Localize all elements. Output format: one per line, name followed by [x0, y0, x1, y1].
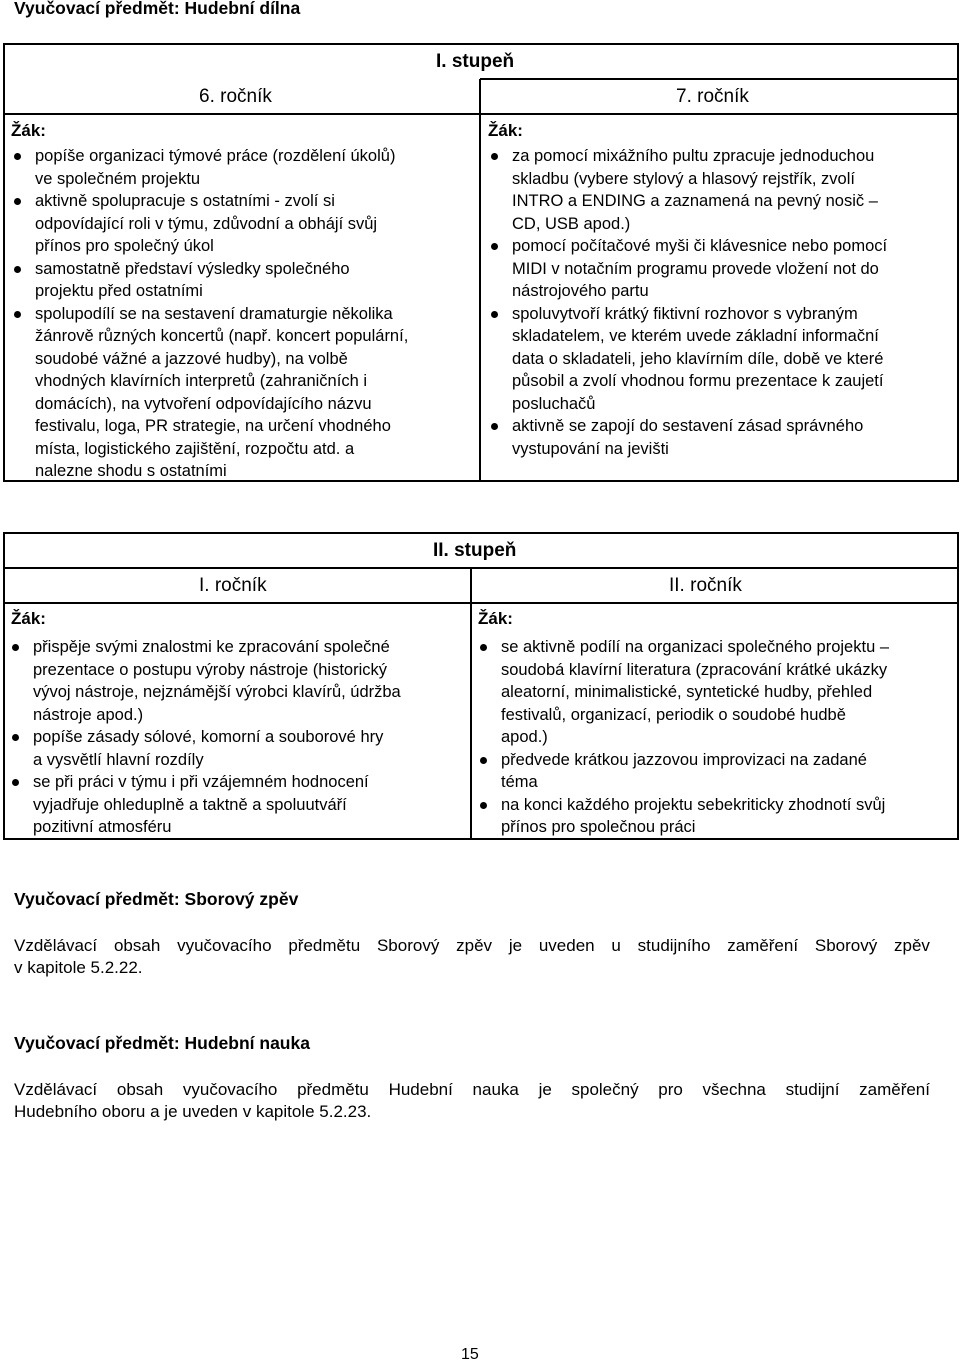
word: zpěv — [894, 936, 930, 955]
item-line: festivalu, loga, PR strategie, na určení vhodného — [35, 417, 391, 435]
item-line: vyjadřuje ohleduplně a taktně a spoluutváří — [33, 795, 347, 814]
list-item — [477, 794, 955, 839]
list-item — [477, 749, 955, 794]
item-line: předvede krátkou jazzovou improvizaci na zadané — [501, 750, 867, 769]
item-line: data o skladateli, jeho klavírním díle, době ve které — [512, 349, 884, 368]
word: obsah — [116, 1080, 164, 1099]
list-item — [488, 415, 953, 460]
student-label: Žák: — [11, 121, 46, 140]
list-item — [11, 303, 471, 483]
word: je — [508, 936, 523, 955]
table-divider — [3, 567, 959, 569]
item-line: soudobá klavírní literatura (zpracování krátké ukázky — [501, 660, 888, 679]
word: zaměření — [859, 1080, 930, 1099]
item-line: se aktivně podílí na organizaci společného projektu – — [501, 638, 889, 656]
grade-header: 6. ročník — [199, 86, 272, 107]
justified-line — [14, 1079, 930, 1101]
subject-heading-sborovy-zpev: Vyučovací předmět: Sborový zpěv — [14, 889, 299, 909]
word: zaměření — [727, 936, 799, 955]
word: předmětu — [297, 1080, 369, 1099]
justified-line — [14, 935, 930, 957]
item-line: se při práci v týmu i při vzájemném hodnocení — [33, 773, 369, 791]
item-line: projektu před ostatními — [35, 282, 203, 300]
subject-heading-hudebni-dilna: Vyučovací předmět: Hudební dílna — [14, 0, 301, 18]
item-line: CD, USB apod.) — [512, 214, 631, 233]
word: u — [611, 936, 621, 955]
item-line: MIDI v notačním programu provede vložení not do — [512, 259, 879, 278]
item-line: nástroje apod.) — [33, 705, 144, 724]
word: Vzdělávací — [14, 1080, 98, 1099]
grade-header: I. ročník — [199, 575, 267, 596]
list-item — [488, 145, 953, 235]
word: Sborový — [376, 936, 440, 955]
item-line: soudobé vážné a jazzové hudby), na volbě — [35, 349, 348, 368]
list-item — [488, 303, 953, 416]
word: všechna — [702, 1080, 766, 1099]
word: studijního — [637, 936, 711, 955]
item-line: vývoj nástroje, nejznámější výrobci klavírů, údržba — [33, 683, 401, 701]
list-item — [11, 190, 471, 258]
item-line: posluchačů — [512, 394, 596, 413]
item-line: festivalů, organizací, periodik o soudobé hudbě — [501, 705, 846, 724]
outcome-list — [9, 636, 464, 839]
item-line: ve společném projektu — [35, 169, 201, 188]
grade-header: II. ročník — [669, 575, 742, 596]
item-line: domácích), na vytvoření odpovídajícího názvu — [35, 394, 372, 413]
subject-heading-hudebni-nauka: Vyučovací předmět: Hudební nauka — [14, 1033, 310, 1053]
item-line: skladbu (vybere stylový a hlasový rejstřík, zvolí — [512, 169, 855, 188]
word: zpěv — [456, 936, 493, 955]
item-line: apod.) — [501, 728, 548, 746]
student-label: Žák: — [11, 609, 46, 628]
word: vyučovacího — [177, 936, 272, 955]
word: Vzdělávací — [14, 936, 98, 955]
item-line: aktivně spolupracuje s ostatními - zvolí si — [35, 192, 335, 210]
item-line: žánrově různých koncertů (např. koncert populární, — [35, 327, 409, 345]
outcome-list — [488, 145, 953, 460]
word: nauka — [472, 1080, 519, 1099]
item-line: nalezne shodu s ostatními — [35, 462, 227, 480]
list-item — [488, 235, 953, 303]
item-line: přínos pro společnou práci — [501, 818, 696, 836]
item-line: prezentace o postupu výroby nástroje (historický — [33, 660, 388, 679]
item-line: vystupování na jevišti — [512, 439, 669, 458]
word: je — [538, 1080, 552, 1099]
outcome-list — [11, 145, 471, 483]
item-line: na konci každého projektu sebekriticky zhodnotí svůj — [501, 795, 886, 814]
word: Sborový — [814, 936, 878, 955]
word: vyučovacího — [182, 1080, 278, 1099]
item-line: místa, logistického zajištění, rozpočtu atd. a — [35, 439, 355, 458]
word: pro — [658, 1080, 683, 1099]
text-line: Hudebního oboru a je uveden v kapitole 5.2.23. — [14, 1102, 372, 1121]
item-line: vhodných klavírních interpretů (zahraničních i — [35, 372, 367, 390]
list-item — [9, 636, 464, 726]
student-label: Žák: — [488, 121, 523, 140]
item-line: popíše zásady sólové, komorní a souborové hry — [33, 728, 384, 746]
item-line: přispěje svými znalostmi ke zpracování společné — [33, 638, 390, 656]
student-label: Žák: — [478, 609, 513, 628]
item-line: za pomocí mixážního pultu zpracuje jednoduchou — [512, 147, 875, 165]
table-column-divider — [470, 568, 472, 840]
item-line: INTRO a ENDING a zaznamená na pevný nosič – — [512, 192, 878, 210]
word: společný — [571, 1080, 639, 1099]
item-line: působil a zvolí vhodnou formu prezentace k zaujetí — [512, 372, 884, 390]
item-line: spoluvytvoří krátký fiktivní rozhovor s vybraným — [512, 304, 858, 323]
item-line: popíše organizaci týmové práce (rozdělení úkolů) — [35, 147, 396, 165]
item-line: aleatorní, minimalistické, syntetické hudby, přehled — [501, 683, 873, 701]
subject-description — [14, 1079, 930, 1123]
table-column-divider — [479, 79, 481, 482]
table-divider — [3, 602, 959, 604]
item-line: samostatně představí výsledky společného — [35, 259, 350, 278]
stage-header: II. stupeň — [433, 540, 517, 561]
item-line: pomocí počítačové myši či klávesnice nebo pomocí — [512, 237, 888, 255]
stage-header: I. stupeň — [436, 51, 515, 72]
list-item — [9, 771, 464, 839]
item-line: přínos pro společný úkol — [35, 237, 214, 255]
subject-description — [14, 935, 930, 979]
list-item — [11, 258, 471, 303]
word: Hudební — [388, 1080, 453, 1099]
word: uveden — [538, 936, 595, 955]
word: předmětu — [288, 936, 361, 955]
item-line: skladatelem, ve kterém uvede základní informační — [512, 327, 879, 345]
list-item — [477, 636, 955, 749]
list-item — [11, 145, 471, 190]
table-divider — [3, 113, 959, 115]
item-line: a vysvětlí hlavní rozdíly — [33, 750, 204, 769]
word: obsah — [113, 936, 161, 955]
page-number: 15 — [461, 1346, 479, 1363]
item-line: aktivně se zapojí do sestavení zásad správného — [512, 417, 864, 435]
item-line: nástrojového partu — [512, 282, 649, 300]
table-divider — [480, 78, 958, 80]
text-line: v kapitole 5.2.22. — [14, 958, 143, 977]
item-line: spolupodílí se na sestavení dramaturgie několika — [35, 304, 393, 323]
item-line: odpovídající roli v týmu, zdůvodní a obhájí svůj — [35, 214, 378, 233]
outcome-list — [477, 636, 955, 839]
item-line: téma — [501, 773, 538, 791]
list-item — [9, 726, 464, 771]
item-line: pozitivní atmosféru — [33, 818, 172, 836]
word: studijní — [785, 1080, 840, 1099]
grade-header: 7. ročník — [676, 86, 749, 107]
